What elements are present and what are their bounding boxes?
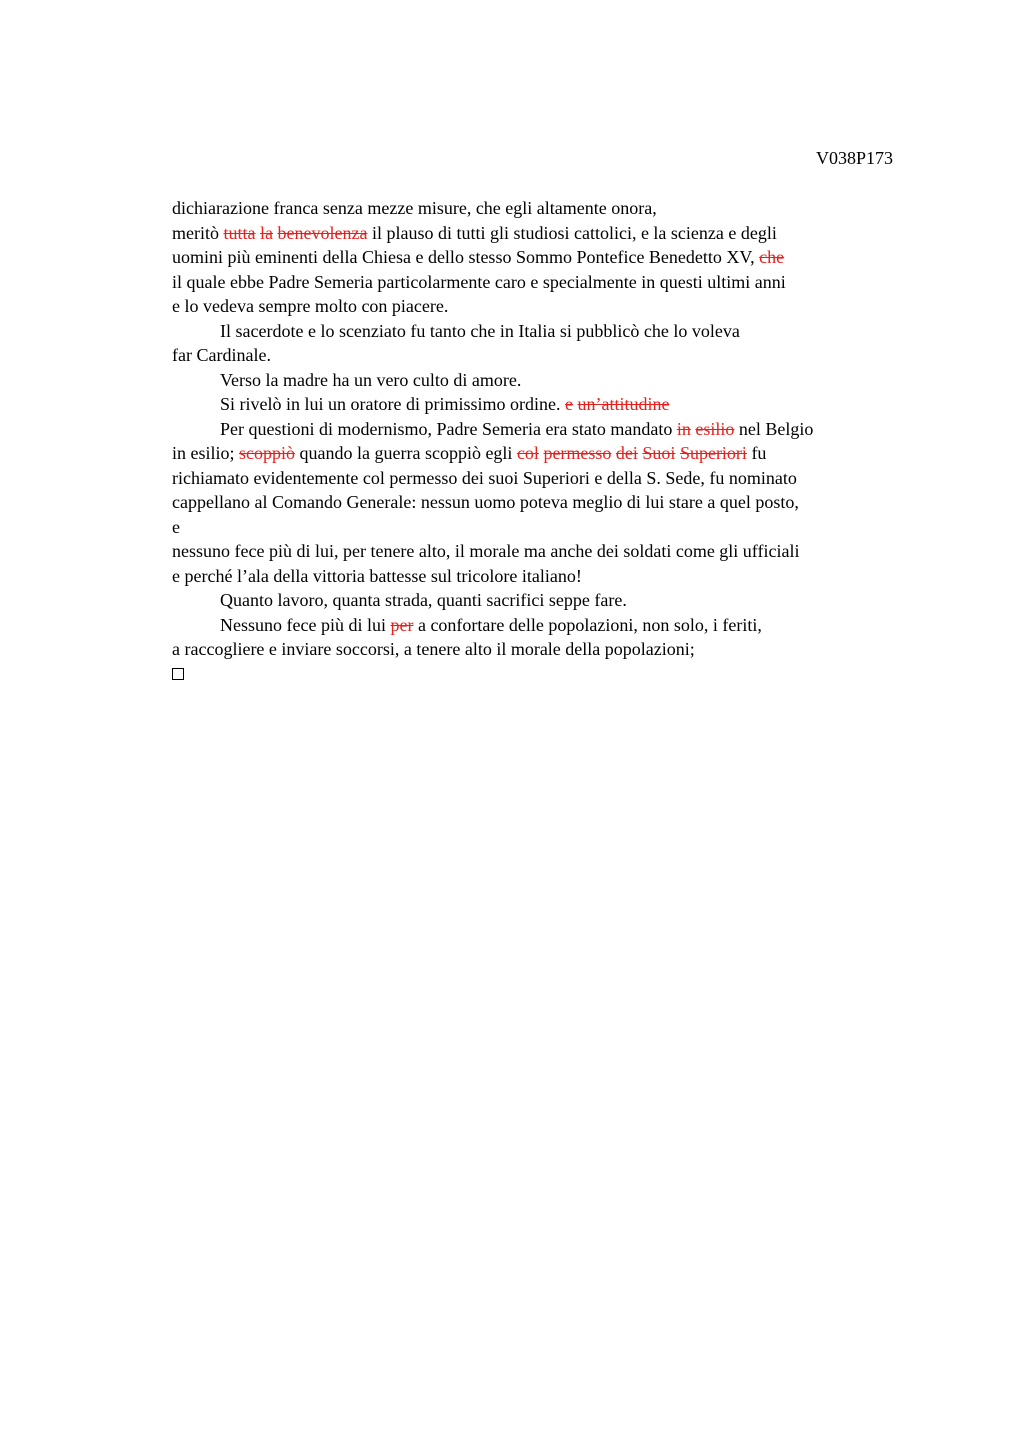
deleted-text: in [676,418,691,439]
deleted-text: esilio [695,418,735,439]
text-segment: uomini più eminenti della Chiesa e dello stesso Sommo Pontefice Benedetto XV, [172,247,760,267]
text-segment: dichiarazione franca senza mezze misure, che egli altamente onora, [172,198,657,218]
text-segment: richiamato evidentemente col permesso dei suoi Superiori e della S. Sede, fu nominato [172,467,797,488]
text-segment: fu [746,443,767,463]
text-line [172,319,912,344]
text-segment: nel Belgio [734,418,814,439]
text-line [172,270,912,295]
deleted-text: per [390,614,414,635]
text-segment: quando la guerra scoppiò egli [295,443,517,463]
text-segment: Verso la madre ha un vero culto di amore. [220,369,522,390]
text-segment: il quale ebbe Padre Semeria particolarmente caro e specialmente in questi ultimi anni [172,271,786,292]
text-line [172,539,912,564]
deleted-text: un’attitudine [577,394,670,414]
text-line [172,588,912,613]
text-segment: nessuno fece più di lui, per tenere alto, il morale ma anche dei soldati come gli ufficiali [172,541,800,561]
page-id: V038P173 [815,148,893,168]
text-line [172,221,912,246]
text-segment: cappellano al Comando Generale: nessun uomo poteva meglio di lui stare a quel posto, [172,492,799,512]
text-segment: meritò [172,222,224,243]
text-line [172,515,912,540]
deleted-text: dei [615,443,638,463]
text-line [172,368,912,393]
text-segment: il plauso di tutti gli studiosi cattolici, e la scienza e degli [367,222,777,243]
text-segment: in esilio; [172,443,239,463]
text-line [172,392,912,417]
text-line [172,343,912,368]
end-marker-line [172,662,912,687]
deleted-text: scoppiò [239,443,295,463]
text-segment: e lo vedeva sempre molto con piacere. [172,296,449,316]
text-line [172,466,912,491]
deleted-text: che [759,247,785,267]
deleted-text: permesso [543,443,612,463]
text-segment: Nessuno fece più di lui [220,614,391,635]
deleted-text: la [260,222,273,243]
deleted-text: col [516,443,539,463]
text-segment: Per questioni di modernismo, Padre Semeria era stato mandato [220,418,677,439]
text-line [172,196,912,221]
text-segment: Il sacerdote e lo scenziato fu tanto che in Italia si pubblicò che lo voleva [220,320,740,341]
deleted-text: tutta [223,222,256,243]
text-line [172,613,912,638]
text-line [172,294,912,319]
text-line [172,245,912,270]
text-line [172,417,912,442]
deleted-text: e [564,394,573,414]
text-segment: a raccogliere e inviare soccorsi, a tenere alto il morale della popolazioni; [172,639,695,659]
square-outline-icon [172,668,184,680]
text-line [172,490,912,515]
text-segment: far Cardinale. [172,345,271,365]
text-segment: e [172,516,180,537]
text-line [172,637,912,662]
document-body [172,196,912,686]
deleted-text: Superiori [679,443,747,463]
text-line [172,441,912,466]
text-segment: e perché l’ala della vittoria battesse sul tricolore italiano! [172,565,582,586]
text-segment: Si rivelò in lui un oratore di primissimo ordine. [220,394,565,414]
text-segment: a confortare delle popolazioni, non solo, i feriti, [413,614,762,635]
text-line [172,564,912,589]
deleted-text: benevolenza [277,222,368,243]
text-segment: Quanto lavoro, quanta strada, quanti sacrifici seppe fare. [220,590,627,610]
deleted-text: Suoi [642,443,676,463]
